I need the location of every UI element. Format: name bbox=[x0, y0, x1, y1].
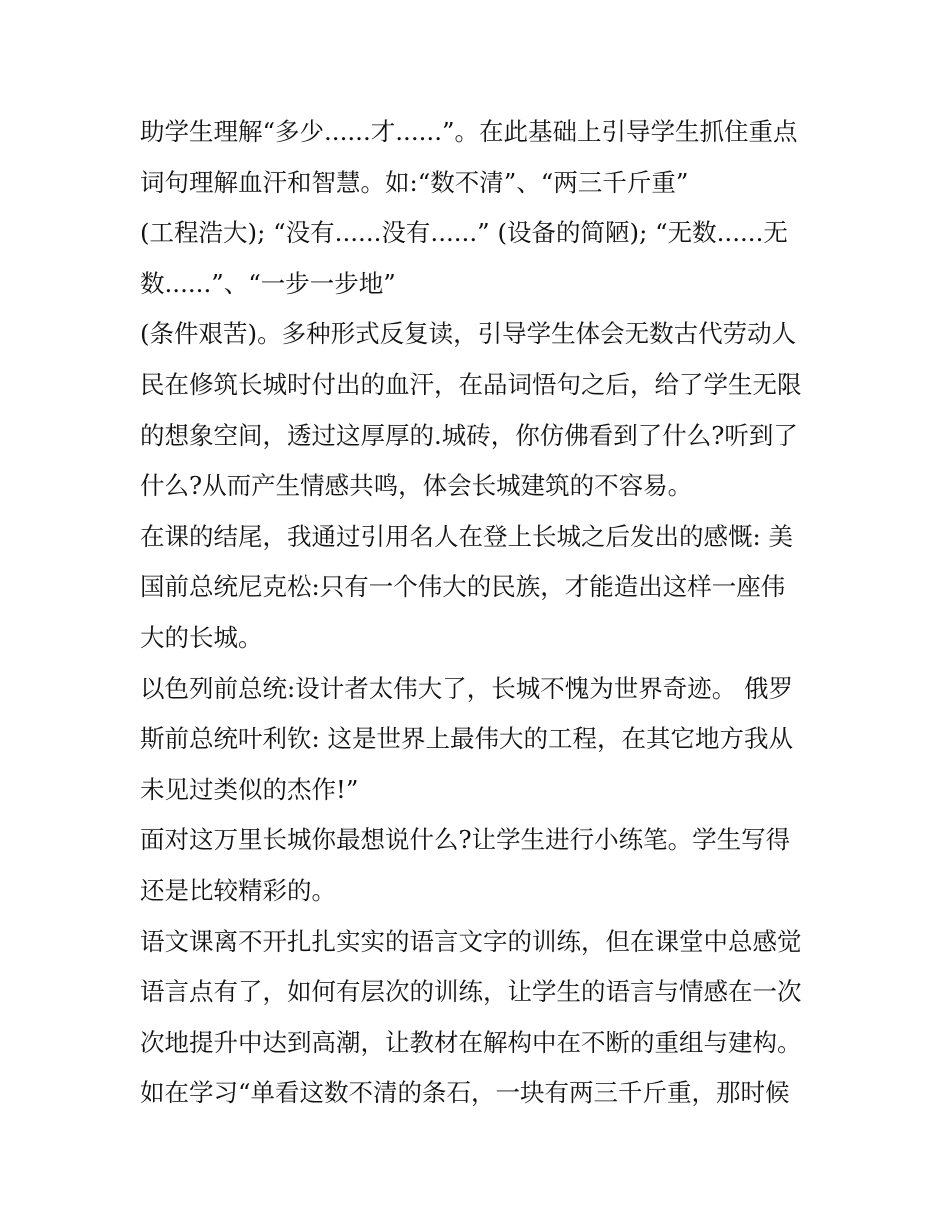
text-line: 词句理解血汗和智慧。如:“数不清”、“两三千斤重” bbox=[140, 167, 689, 197]
text-line: 语言点有了，如何有层次的训练，让学生的语言与情感在一次 bbox=[140, 977, 802, 1007]
text-line: (条件艰苦)。多种形式反复读，引导学生体会无数古代劳动人 bbox=[140, 319, 797, 349]
text-line: (工程浩大); “没有......没有......” (设备的简陋); “无数......无 bbox=[140, 218, 788, 248]
text-line: 什么?从而产生情感共鸣，体会长城建筑的不容易。 bbox=[140, 471, 693, 501]
text-line: 斯前总统叶利钦: 这是世界上最伟大的工程，在其它地方我从 bbox=[140, 724, 794, 754]
text-line: 在课的结尾，我通过引用名人在登上长城之后发出的感慨: 美 bbox=[140, 521, 794, 551]
text-line: 的想象空间，透过这厚厚的.城砖，你仿佛看到了什么?听到了 bbox=[140, 420, 798, 450]
text-line: 未见过类似的杰作!” bbox=[140, 774, 359, 804]
text-line: 以色列前总统:设计者太伟大了，长城不愧为世界奇迹。 俄罗 bbox=[140, 673, 794, 703]
body-text bbox=[140, 107, 830, 1119]
text-line: 面对这万里长城你最想说什么?让学生进行小练笔。学生写得 bbox=[140, 825, 791, 855]
text-line: 语文课离不开扎扎实实的语言文字的训练，但在课堂中总感觉 bbox=[140, 926, 802, 956]
text-line: 数......”、“一步一步地” bbox=[140, 268, 396, 298]
text-line: 助学生理解“多少......才......”。在此基础上引导学生抓住重点 bbox=[140, 117, 798, 146]
text-line: 次地提升中达到高潮，让教材在解构中在不断的重组与建构。 bbox=[140, 1027, 802, 1057]
text-line: 民在修筑长城时付出的血汗，在品词悟句之后，给了学生无限 bbox=[140, 369, 802, 399]
text-line: 如在学习“单看这数不清的条石，一块有两三千斤重，那时候 bbox=[140, 1078, 790, 1108]
text-line: 国前总统尼克松:只有一个伟大的民族，才能造出这样一座伟 bbox=[140, 572, 786, 602]
text-line: 大的长城。 bbox=[140, 622, 263, 652]
text-line: 还是比较精彩的。 bbox=[140, 875, 336, 905]
